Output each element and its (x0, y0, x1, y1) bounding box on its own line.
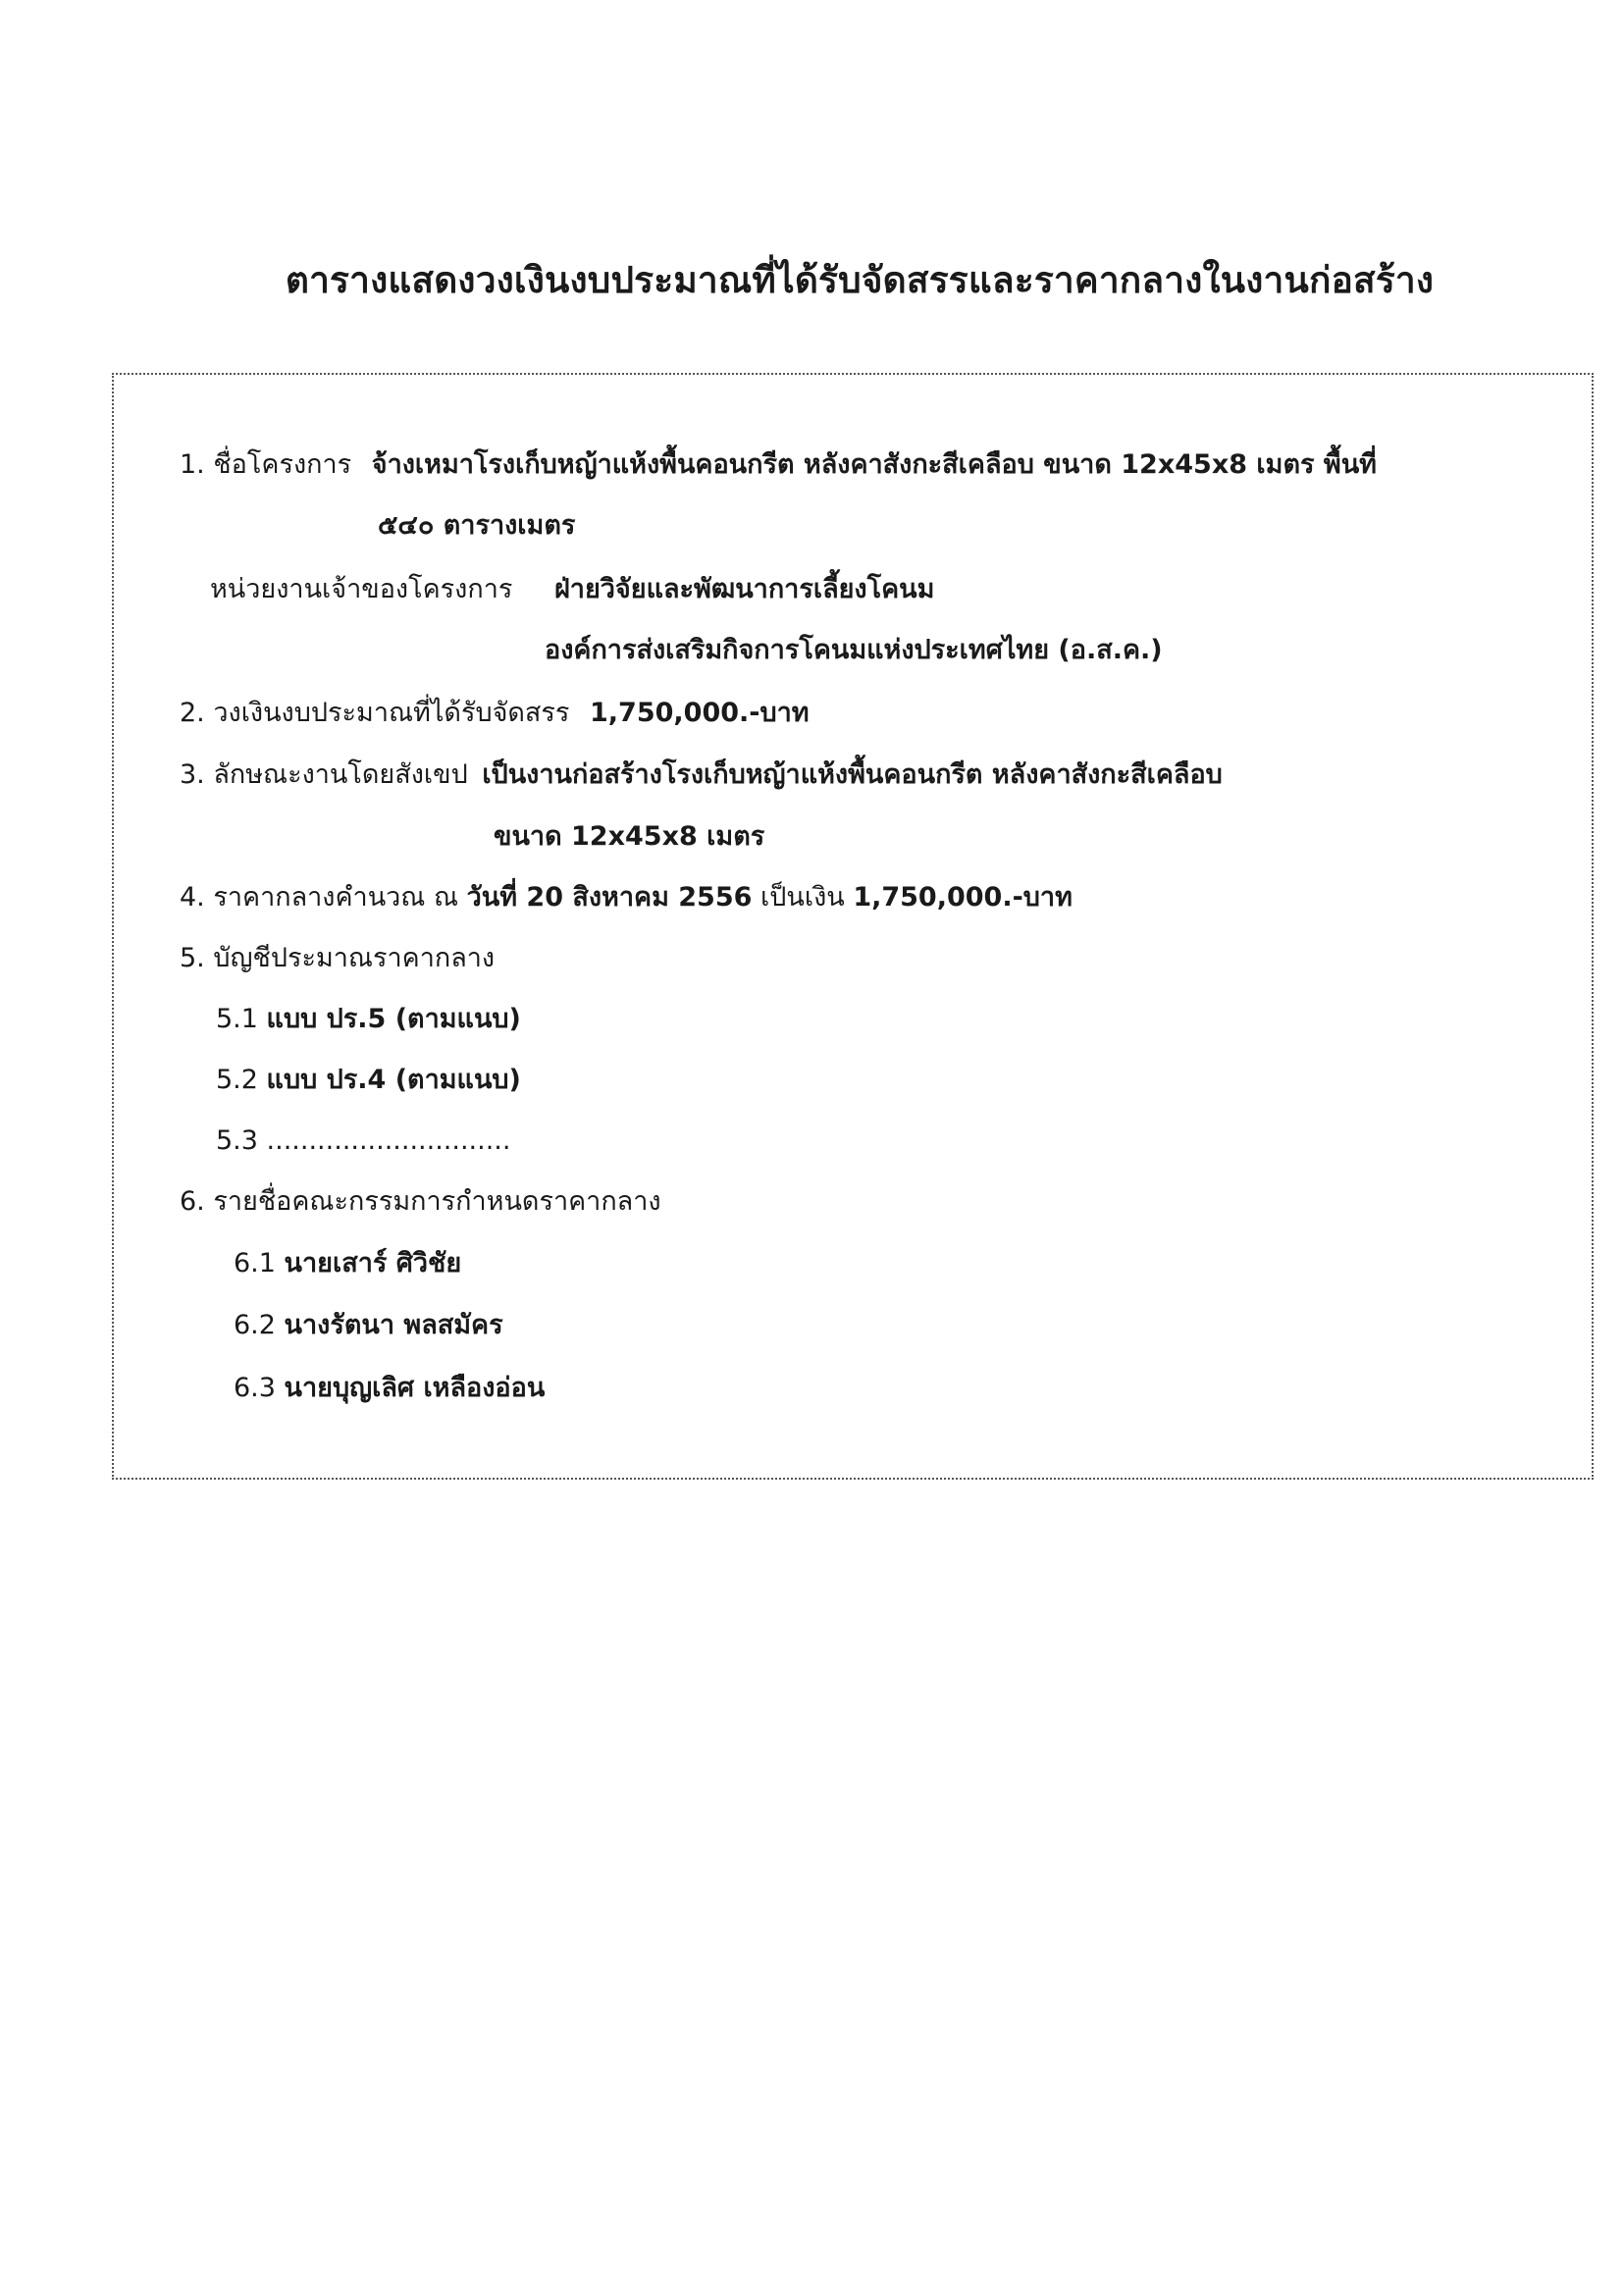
project-owner-organization: องค์การส่งเสริมกิจการโคนมแห่งประเทศไทย (อ.ส.ค.) (545, 635, 1163, 665)
price-list-item-text: ............................. (266, 1125, 511, 1156)
committee-member-name: นายบุญเลิศ เหลืองอ่อน (284, 1373, 546, 1403)
project-name-value: จ้างเหมาโรงเก็บหญ้าแห้งพื้นคอนกรีต หลังคาสังกะสีเคลือบ ขนาด 12x45x8 เมตร พื้นที่ (371, 449, 1377, 480)
document-title: ตารางแสดงวงเงินงบประมาณที่ได้รับจัดสรรและราคากลางในงานก่อสร้าง (285, 259, 1435, 301)
project-owner-department: ฝ่ายวิจัยและพัฒนาการเลี้ยงโคนม (553, 574, 935, 604)
price-list-item-number: 5.2 (216, 1065, 258, 1095)
committee-member-number: 6.1 (234, 1248, 276, 1278)
project-owner-label: หน่วยงานเจ้าของโครงการ (210, 574, 513, 604)
budget-label: 2. วงเงินงบประมาณที่ได้รับจัดสรร (180, 698, 570, 728)
price-list-item (216, 1003, 521, 1036)
price-list-label: 5. บัญชีประมาณราคากลาง (180, 943, 496, 973)
committee-label: 6. รายชื่อคณะกรรมการกำหนดราคากลาง (180, 1186, 661, 1217)
price-list-item-number: 5.3 (216, 1125, 258, 1156)
price-list-item (216, 1124, 510, 1158)
committee-member-name: นายเสาร์ ศิวิชัย (284, 1248, 462, 1278)
price-list-item-text: แบบ ปร.5 (ตามแนบ) (266, 1004, 521, 1034)
committee-member (234, 1372, 545, 1405)
price-list-item-text: แบบ ปร.4 (ตามแนบ) (266, 1065, 521, 1095)
median-price-label: 4. ราคากลางคำนวณ ณ (180, 882, 458, 913)
project-area: ๕๔๐ ตารางเมตร (378, 510, 576, 541)
work-description-value: เป็นงานก่อสร้างโรงเก็บหญ้าแห้งพื้นคอนกรีต หลังคาสังกะสีเคลือบ (482, 759, 1223, 790)
median-price-middle: เป็นเงิน (760, 882, 845, 913)
median-price-date: วันที่ 20 สิงหาคม 2556 (466, 882, 753, 913)
work-description-label: 3. ลักษณะงานโดยสังเขป (180, 759, 468, 790)
committee-member-name: นางรัตนา พลสมัคร (284, 1310, 503, 1340)
budget-row (180, 697, 810, 730)
committee-member-number: 6.3 (234, 1373, 276, 1403)
budget-value: 1,750,000.-บาท (590, 698, 810, 728)
work-description-row (180, 758, 1223, 792)
project-name-label: 1. ชื่อโครงการ (180, 449, 352, 480)
median-price-row (180, 881, 1073, 914)
project-owner-row (210, 573, 934, 606)
committee-member-number: 6.2 (234, 1310, 276, 1340)
committee-member (234, 1309, 503, 1342)
price-list-item-number: 5.1 (216, 1004, 258, 1034)
work-description-size: ขนาด 12x45x8 เมตร (494, 821, 765, 852)
median-price-value: 1,750,000.-บาท (853, 882, 1073, 913)
project-name-row (180, 448, 1377, 482)
committee-member (234, 1247, 461, 1280)
price-list-item (216, 1064, 521, 1097)
